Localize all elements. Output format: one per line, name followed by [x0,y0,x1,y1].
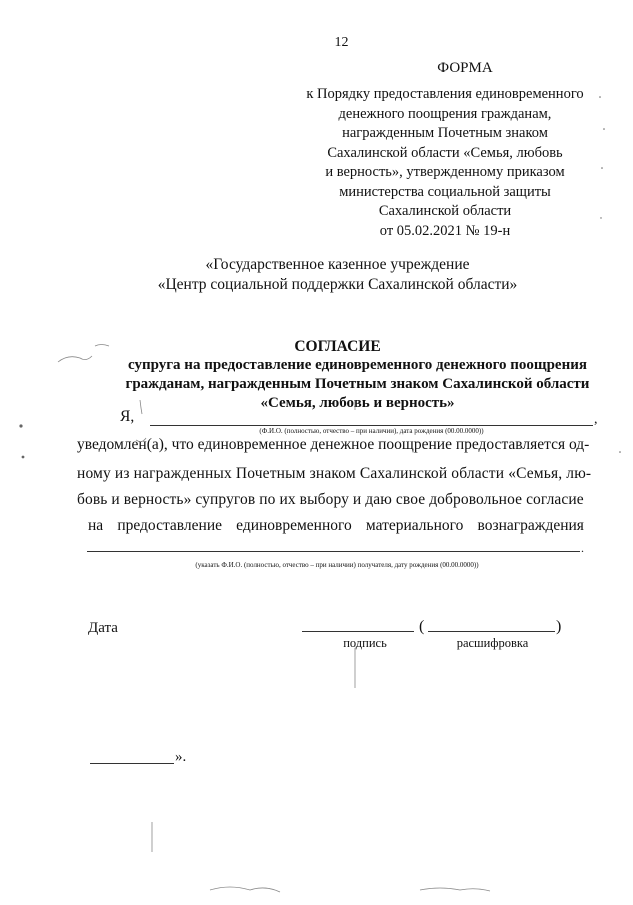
form-reference-line: Сахалинской области «Семья, любовь [327,144,563,161]
form-reference-line: Сахалинской области [378,203,512,219]
form-reference-line: и верность», утвержденному приказом [325,164,565,180]
decoding-caption: расшифровка [456,636,529,650]
signature-caption: подпись [343,636,387,650]
consent-text-line: ному из награжденных Почетным знаком Сахалинской области «Семья, лю- [77,465,592,482]
date-label: Дата [88,620,118,636]
recipient-field-caption: (указать Ф.И.О. (полностью, отчество – при наличии) получателя, дату рождения (00.00.0000)) [195,561,479,569]
document-subtitle-line: «Семья, любовь и верность» [260,395,455,411]
consent-word: материального [365,517,464,534]
applicant-field-caption: (Ф.И.О. (полностью, отчество – при наличии), дата рождения (00.00.0000)) [259,427,484,435]
page-number: 12 [334,35,349,50]
applicant-label: Я, [120,408,135,425]
consent-text-line: бовь и верность» супругов по их выбору и даю свое добровольное согласие [77,491,584,508]
consent-word: вознаграждения [477,517,584,534]
document-title: СОГЛАСИЕ [294,338,381,355]
decoding-open-paren: ( [419,618,425,635]
date-closing-mark: ». [175,749,187,765]
document-subtitle-line: супруга на предоставление единовременного денежного поощрения [128,357,587,373]
institution-line: «Центр социальной поддержки Сахалинской области» [157,276,518,293]
document-subtitle-line: гражданам, награжденным Почетным знаком Сахалинской области [125,376,590,392]
consent-word: единовременного [236,517,352,534]
form-reference-line: от 05.02.2021 № 19-н [379,222,511,239]
form-reference-line: денежного поощрения гражданам, [338,105,552,122]
consent-word: предоставление [117,517,222,534]
consent-text-line-content: уведомлен(а), что единовременное денежное поощрение предоставляется од- [77,436,590,453]
form-reference-line: награжденным Почетным знаком [342,125,548,141]
form-reference-line: к Порядку предоставления единовременного [306,86,584,102]
applicant-field-comma: , [594,412,598,427]
decoding-close-paren: ) [556,618,562,635]
recipient-field-period: . [581,541,584,555]
form-reference-line: министерства социальной защиты [339,183,551,200]
consent-word: на [88,517,104,534]
form-label: ФОРМА [437,60,493,76]
institution-line: «Государственное казенное учреждение [205,256,470,273]
